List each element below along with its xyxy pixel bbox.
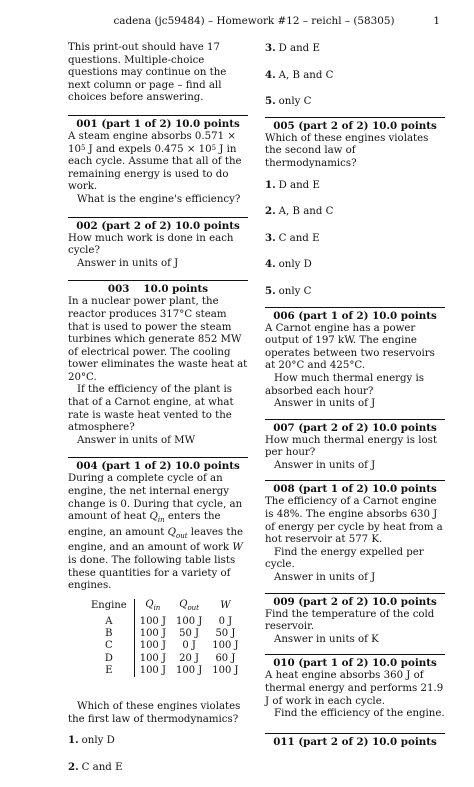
- q001-heading: [68, 118, 248, 131]
- table-cell: 20 J: [179, 652, 200, 664]
- q005-choice-1[interactable]: 1. D and E: [265, 178, 320, 191]
- table-cell: 100 J: [134, 640, 171, 652]
- q005-points: 10.0 points: [372, 119, 437, 132]
- q009-answer-units: Answer in units of K: [274, 633, 379, 645]
- q004-points: 10.0 points: [175, 460, 240, 473]
- table-cell: 50 J: [179, 628, 200, 640]
- q003-points: 10.0 points: [143, 283, 209, 296]
- q004-part: (part 1 of 2): [101, 460, 172, 473]
- table-cell: 60 J: [215, 652, 236, 664]
- col-header-w: W: [220, 600, 231, 612]
- col-header-qout: $Q_{out}$: [179, 598, 199, 612]
- table-cell: B: [105, 628, 113, 640]
- q004-choice-2[interactable]: 2. C and E: [68, 760, 123, 773]
- q004-text: During a complete cycle of an engine, the net internal energy change is 0. During that cycle, an amount of heat $Q_{in}$ enters the engine, an amount $Q_{out}$ leaves the engine, and an amount of work W is done. The following table lists these quantities for a variety of engines.: [68, 473, 244, 592]
- divider: [265, 117, 445, 118]
- table-cell: 100 J: [134, 616, 171, 628]
- table-row: [86, 665, 244, 677]
- q004-choice-4[interactable]: 4. A, B and C: [265, 68, 334, 81]
- q001-text: A steam engine absorbs $0.571 \times 10^5$ J and expels $0.475 \times 10^5$ J in each cycle. Assume that all of the remaining energy is used to do work.: [68, 130, 242, 193]
- q001-question: What is the engine's efficiency?: [77, 193, 241, 205]
- table-cell: A: [105, 616, 113, 628]
- q006-points: 10.0 points: [372, 309, 437, 322]
- table-cell: 100 J: [212, 664, 239, 676]
- table-row: [86, 628, 244, 640]
- table-cell: 100 J: [212, 640, 239, 652]
- q005-number: 005: [273, 119, 295, 132]
- q005-choice-4[interactable]: 4. only D: [265, 258, 312, 271]
- q010-part: (part 1 of 2): [298, 657, 369, 670]
- table-cell: 100 J: [134, 653, 171, 665]
- q006-question: How much thermal energy is absorbed each hour?: [265, 372, 424, 397]
- q005-choice-5[interactable]: 5. only C: [265, 284, 312, 297]
- q005-part: (part 2 of 2): [298, 119, 369, 132]
- divider: [265, 733, 445, 734]
- q007-heading: [265, 422, 445, 435]
- table-cell: 50 J: [215, 628, 236, 640]
- q011-heading: [265, 736, 445, 749]
- col-header-qin: $Q_{in}$: [134, 599, 171, 616]
- q005-choice-2[interactable]: 2. A, B and C: [265, 205, 334, 218]
- table-cell: 0 J: [218, 616, 233, 628]
- divider: [68, 457, 248, 458]
- q011-part: (part 2 of 2): [298, 735, 369, 748]
- q009-text: Find the temperature of the cold reservoir.: [265, 608, 435, 633]
- q001-points: 10.0 points: [175, 117, 240, 130]
- table-row: [86, 616, 244, 628]
- q005-heading: [265, 120, 445, 133]
- q004-choice-5[interactable]: 5. only C: [265, 95, 312, 108]
- q004-choice-3[interactable]: 3. D and E: [265, 42, 320, 54]
- table-cell: C: [105, 640, 113, 652]
- q002-points: 10.0 points: [175, 219, 240, 232]
- right-column: [265, 42, 445, 749]
- table-cell: D: [104, 652, 113, 664]
- q005-text: Which of these engines violates the second law of thermodynamics?: [265, 132, 429, 169]
- table-cell: E: [105, 664, 113, 676]
- q002-text: How much work is done in each cycle?: [68, 232, 234, 257]
- page-number: 1: [433, 15, 440, 27]
- q004-choice-1[interactable]: 1. only D: [68, 734, 115, 747]
- q011-number: 011: [273, 735, 295, 748]
- q007-text: How much thermal energy is lost per hour?: [265, 434, 437, 459]
- divider: [265, 419, 445, 420]
- q008-part: (part 1 of 2): [298, 483, 369, 496]
- table-cell: 100 J: [134, 628, 171, 640]
- q002-answer-units: Answer in units of J: [77, 257, 179, 269]
- q009-heading: [265, 596, 445, 609]
- divider: [265, 307, 445, 308]
- q002-number: 002: [76, 219, 98, 232]
- q004-number: 004: [76, 460, 98, 473]
- q003-number: 003: [107, 283, 130, 296]
- page-header: [68, 15, 440, 29]
- q005-choice-3[interactable]: 3. C and E: [265, 231, 320, 244]
- table-cell: 100 J: [175, 616, 203, 628]
- q008-text: The efficiency of a Carnot engine is 48%. The engine absorbs 630 J of energy per cycle by heat from a hot reservoir at 577 K.: [265, 496, 443, 546]
- q009-number: 009: [273, 595, 295, 608]
- intro-text: This print-out should have 17 questions. Multiple-choice questions may continue on the next column or page – find all choices before answering.: [68, 42, 227, 104]
- q006-text: A Carnot engine has a power output of 197 kW. The engine operates between two reservoirs at 20°C and 425°C.: [265, 322, 435, 372]
- q010-question: Find the efficiency of the engine.: [274, 708, 445, 720]
- q008-points: 10.0 points: [372, 483, 437, 496]
- q006-part: (part 1 of 2): [298, 309, 369, 322]
- q007-answer-units: Answer in units of J: [274, 459, 376, 471]
- q007-number: 007: [273, 421, 295, 434]
- q003-heading: [68, 283, 248, 296]
- col-header-engine: Engine: [91, 600, 127, 612]
- table-cell: 100 J: [175, 664, 203, 676]
- q009-part: (part 2 of 2): [298, 595, 369, 608]
- q006-answer-units: Answer in units of J: [274, 398, 376, 410]
- divider: [265, 593, 445, 594]
- left-column: [68, 42, 248, 787]
- q004-heading: [68, 460, 248, 473]
- engine-table: [86, 599, 244, 677]
- q008-heading: [265, 483, 445, 496]
- q010-text: A heat engine absorbs 360 J of thermal energy and performs 21.9 J of work in each cycle.: [265, 670, 444, 707]
- divider: [68, 280, 248, 281]
- q002-part: (part 2 of 2): [101, 219, 172, 232]
- q001-number: 001: [76, 117, 98, 130]
- q001-part: (part 1 of 2): [101, 117, 172, 130]
- table-header-row: [86, 599, 244, 616]
- q002-heading: [68, 220, 248, 233]
- q010-heading: [265, 657, 445, 670]
- divider: [68, 115, 248, 116]
- divider: [68, 217, 248, 218]
- q004-question: Which of these engines violates the first law of thermodynamics?: [68, 701, 241, 725]
- q008-question: Find the energy expelled per cycle.: [265, 546, 424, 571]
- q010-number: 010: [273, 657, 295, 670]
- q007-part: (part 2 of 2): [298, 421, 369, 434]
- q006-number: 006: [273, 309, 295, 322]
- table-cell: 100 J: [134, 665, 171, 677]
- header-title: cadena (jc59484) – Homework #12 – reichl – (58305): [113, 15, 395, 27]
- table-row: [86, 653, 244, 665]
- q008-number: 008: [273, 483, 295, 496]
- divider: [265, 654, 445, 655]
- q009-points: 10.0 points: [372, 595, 437, 608]
- table-row: [86, 640, 244, 652]
- q007-points: 10.0 points: [372, 421, 437, 434]
- table-cell: 0 J: [182, 640, 196, 652]
- q003-question: If the efficiency of the plant is that of a Carnot engine, at what rate is waste heat vented to the atmosphere?: [68, 384, 234, 434]
- q003-answer-units: Answer in units of MW: [77, 434, 196, 446]
- q008-answer-units: Answer in units of J: [274, 572, 376, 584]
- q003-text: In a nuclear power plant, the reactor produces 317°C steam that is used to power the steam turbines which generate 852 MW of electrical power. The cooling tower eliminates the waste heat at 20°C.: [68, 296, 248, 383]
- q011-points: 10.0 points: [372, 735, 437, 748]
- q006-heading: [265, 310, 445, 323]
- q010-points: 10.0 points: [372, 657, 437, 670]
- divider: [265, 480, 445, 481]
